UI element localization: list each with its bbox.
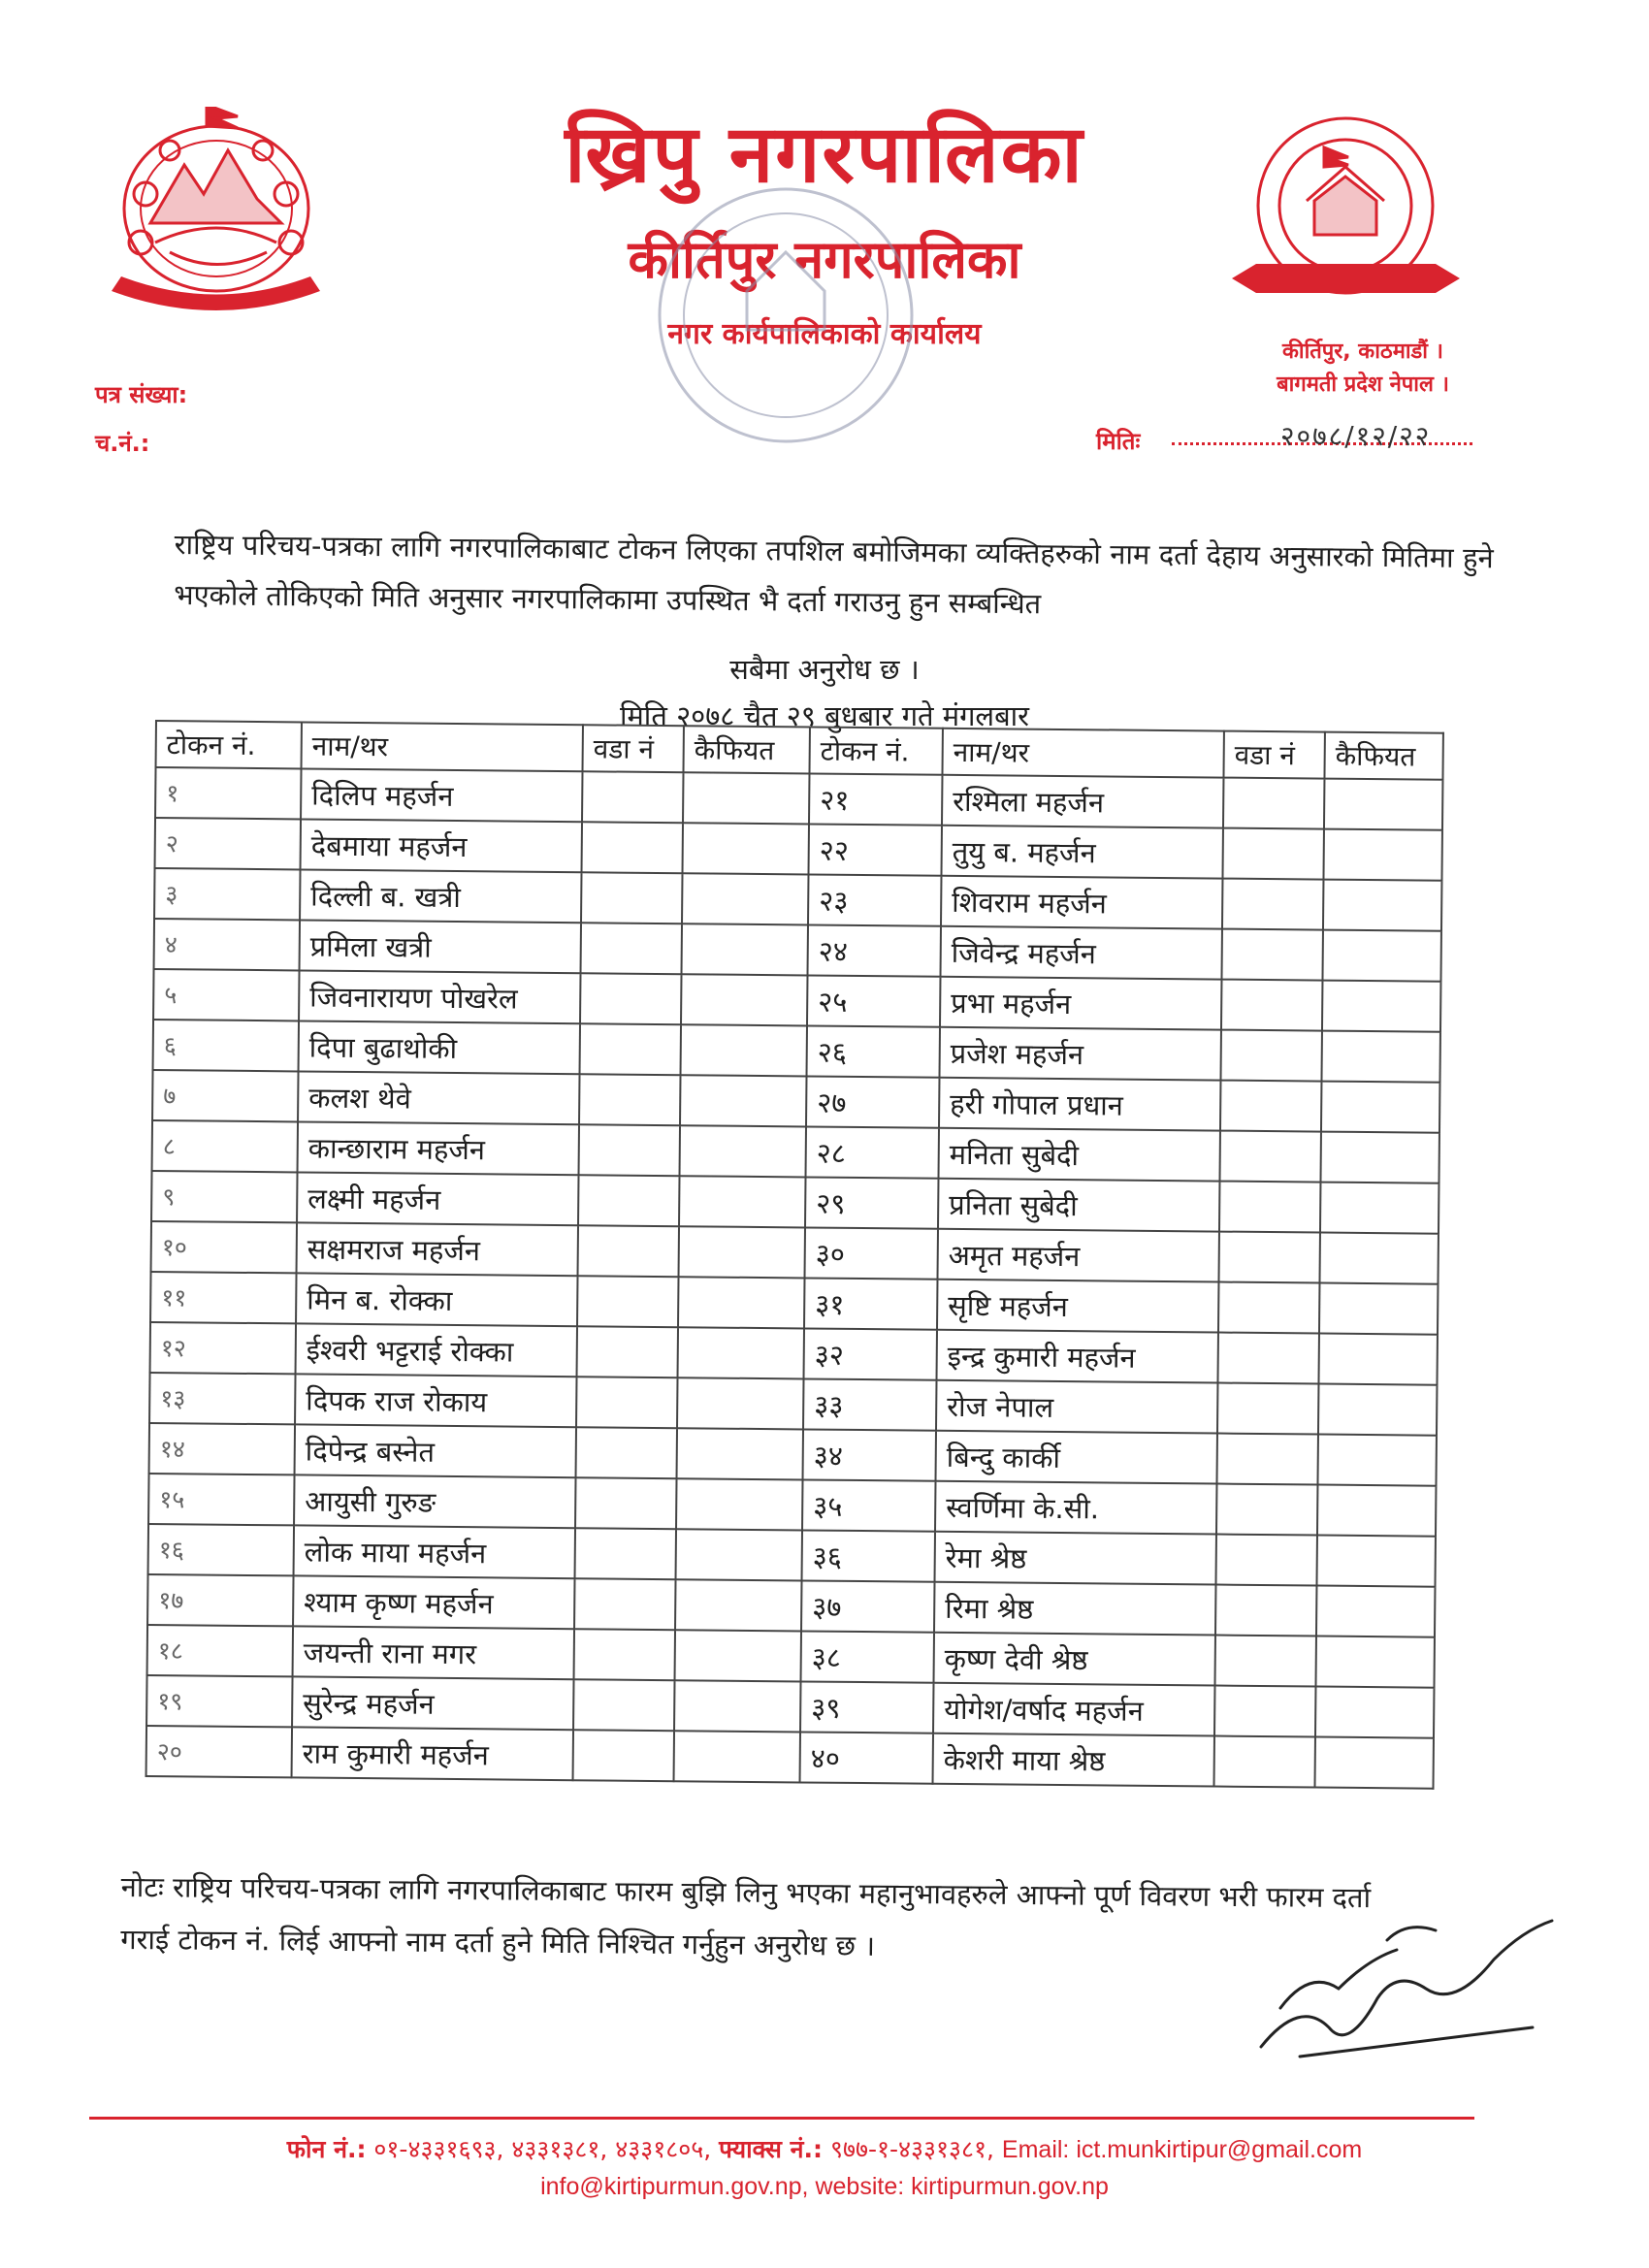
name-cell: कलश थेवे	[298, 1071, 579, 1124]
name-cell-2: स्वर्णिमा के.सी.	[935, 1481, 1216, 1535]
remarks-cell-2	[1316, 1586, 1435, 1637]
token-no-cell-2: ३९	[800, 1681, 933, 1733]
handwritten-signature	[1242, 1882, 1562, 2076]
name-cell: दिल्ली ब. खत्री	[300, 869, 581, 923]
token-no-cell-2: ३४	[803, 1429, 936, 1480]
token-table	[146, 720, 1444, 1790]
name-cell: मिन ब. रोक्का	[296, 1273, 577, 1326]
dispatch-number-label: च.नं.:	[95, 430, 150, 457]
ward-cell	[577, 1326, 678, 1377]
remarks-cell	[682, 873, 808, 924]
fax-value: ९७७-१-४३३१३८१,	[829, 2135, 994, 2163]
token-no-cell-2: ३१	[804, 1278, 937, 1329]
token-no-cell-2: २७	[806, 1076, 939, 1127]
address-line-2: बागमती प्रदेश नेपाल ।	[1277, 373, 1449, 397]
remarks-cell-2	[1324, 779, 1442, 830]
office-stamp-icon	[640, 175, 931, 456]
name-cell: श्याम कृष्ण महर्जन	[293, 1575, 574, 1629]
note-paragraph: नोटः राष्ट्रिय परिचय-पत्रका लागि नगरपालिकाबाट फारम बुझि लिनु भएका महानुभावहरुले आफ्नो पूर्ण विवरण भरी फारम दर्ता गराई टोकन नं. लिई आफ्नो नाम दर्ता हुने मिति निश्चित गर्नुहुन अनुरोध छ ।	[120, 1869, 1372, 1962]
remarks-cell	[681, 974, 807, 1025]
ward-cell	[581, 872, 682, 923]
name-cell: जिवनारायण पोखरेल	[299, 970, 580, 1023]
name-cell-2: शिवराम महर्जन	[941, 876, 1222, 929]
name-cell: दिलिप महर्जन	[301, 768, 582, 822]
municipality-title: कीर्तिपुर नगरपालिका	[628, 229, 1021, 290]
remarks-cell	[683, 823, 809, 874]
remarks-cell	[676, 1478, 802, 1530]
ward-cell-2	[1218, 1282, 1319, 1334]
token-no-cell-2: २८	[806, 1126, 939, 1178]
name-cell: दिपा बुढाथोकी	[299, 1021, 580, 1074]
token-no-cell: २	[155, 818, 301, 869]
token-no-cell: १०	[151, 1221, 297, 1273]
token-no-cell: २०	[146, 1726, 292, 1777]
ward-cell	[579, 1124, 680, 1176]
remarks-cell	[677, 1377, 803, 1429]
remarks-cell-2	[1314, 1737, 1433, 1789]
token-no-cell-2: २५	[807, 975, 940, 1026]
name-cell-2: रेमा श्रेष्ठ	[935, 1532, 1216, 1585]
token-no-cell-2: ३३	[803, 1378, 936, 1430]
header-token-no: टोकन नं.	[156, 721, 302, 768]
token-no-cell: १९	[146, 1675, 292, 1727]
ward-cell	[577, 1276, 678, 1327]
name-cell: लक्ष्मी महर्जन	[297, 1172, 578, 1225]
token-no-cell: १	[155, 767, 301, 819]
ward-cell-2	[1222, 879, 1323, 930]
office-name: नगर कार्यपालिकाको कार्यालय	[667, 317, 982, 351]
ward-cell	[578, 1225, 679, 1277]
ward-cell-2	[1220, 1030, 1321, 1082]
ward-cell-2	[1217, 1333, 1318, 1384]
ward-cell	[574, 1578, 675, 1630]
header-ward-2: वडा नं	[1223, 731, 1324, 779]
remarks-cell-2	[1318, 1384, 1437, 1436]
header-remarks: कैफियत	[684, 726, 810, 773]
remarks-cell	[675, 1630, 801, 1681]
remarks-cell	[674, 1731, 800, 1782]
phone-label: फोन नं.:	[286, 2135, 367, 2163]
name-cell: देबमाया महर्जन	[301, 819, 582, 872]
token-no-cell-2: ३०	[805, 1227, 938, 1279]
remarks-cell	[677, 1428, 803, 1479]
email-text: Email: ict.munkirtipur@gmail.com	[1001, 2136, 1363, 2163]
ward-cell-2	[1221, 929, 1322, 981]
name-cell: राम कुमारी महर्जन	[292, 1727, 573, 1780]
remarks-cell-2	[1317, 1485, 1436, 1537]
token-no-cell: ६	[153, 1020, 299, 1071]
name-cell-2: तुयु ब. महर्जन	[941, 826, 1222, 879]
remarks-cell-2	[1319, 1233, 1438, 1284]
name-cell: जयन्ती राना मगर	[293, 1626, 574, 1679]
ward-cell	[575, 1528, 676, 1579]
token-no-cell-2: ३५	[802, 1479, 935, 1531]
body-paragraph-end: सबैमा अनुरोध छ ।	[729, 653, 920, 686]
ward-cell	[579, 1074, 680, 1125]
ward-cell	[573, 1730, 674, 1781]
token-no-cell: १२	[150, 1322, 296, 1374]
body-paragraph: राष्ट्रिय परिचय-पत्रका लागि नगरपालिकाबाट टोकन लिएका तपशिल बमोजिमका व्यक्तिहरुको नाम दर्ता देहाय अनुसारको मितिमा हुने भएकोले तोकिएको मिति अनुसार नगरपालिकामा उपस्थित भै दर्ता गराउनु हुन सम्बन्धित	[174, 527, 1494, 621]
name-cell-2: रश्मिला महर्जन	[942, 775, 1223, 828]
token-no-cell: १६	[148, 1524, 294, 1575]
token-no-cell-2: ३६	[802, 1530, 935, 1581]
municipality-title-newari: ख्रिपु नगरपालिका	[565, 108, 1084, 201]
name-cell-2: प्रनिता सुबेदी	[938, 1179, 1219, 1232]
ward-cell	[575, 1477, 676, 1529]
name-cell-2: हरी गोपाल प्रधान	[939, 1078, 1220, 1131]
remarks-cell-2	[1319, 1283, 1438, 1335]
remarks-cell	[675, 1579, 801, 1631]
name-cell-2: प्रजेश महर्जन	[939, 1027, 1220, 1081]
remarks-cell	[680, 1075, 806, 1126]
remarks-cell-2	[1323, 880, 1441, 931]
name-cell: सुरेन्द्र महर्जन	[292, 1676, 573, 1730]
ward-cell-2	[1222, 828, 1323, 880]
ward-cell-2	[1213, 1736, 1314, 1788]
name-cell: लोक माया महर्जन	[294, 1525, 575, 1578]
remarks-cell-2	[1320, 1132, 1439, 1183]
ward-cell	[578, 1175, 679, 1226]
remarks-cell	[678, 1277, 804, 1328]
token-no-cell: ८	[152, 1120, 298, 1172]
token-no-cell-2: २१	[809, 773, 942, 825]
ward-cell-2	[1215, 1585, 1316, 1636]
footer-contact-line	[0, 2132, 1649, 2165]
ward-cell-2	[1216, 1484, 1317, 1536]
name-cell: दिपेन्द्र बस्नेत	[295, 1424, 576, 1477]
remarks-cell	[680, 1125, 806, 1177]
ward-cell-2	[1219, 1131, 1320, 1183]
header-name: नाम/थर	[302, 722, 583, 771]
ward-cell	[581, 923, 682, 974]
ward-cell	[576, 1377, 677, 1428]
remarks-cell	[679, 1226, 805, 1278]
table-body	[146, 767, 1443, 1789]
ward-cell	[573, 1679, 674, 1731]
remarks-cell	[682, 923, 808, 975]
remarks-cell	[679, 1176, 805, 1227]
token-no-cell-2: ४०	[800, 1732, 933, 1783]
token-no-cell: ३	[154, 868, 300, 920]
footer-web-line: info@kirtipurmun.gov.np, website: kirtipurmun.gov.np	[540, 2173, 1109, 2200]
remarks-cell	[678, 1327, 804, 1378]
name-cell: दिपक राज रोकाय	[295, 1374, 576, 1427]
name-cell: प्रमिला खत्री	[300, 920, 581, 973]
remarks-cell	[674, 1680, 800, 1732]
date-value: २०७८/१२/२२	[1280, 420, 1432, 452]
header-name-2: नाम/थर	[942, 729, 1223, 778]
token-no-cell: १८	[147, 1625, 293, 1676]
remarks-cell-2	[1320, 1183, 1439, 1234]
remarks-cell	[676, 1529, 802, 1580]
name-cell-2: मनिता सुबेदी	[938, 1128, 1219, 1182]
name-cell: सक्षमराज महर्जन	[297, 1222, 578, 1276]
ward-cell-2	[1216, 1434, 1317, 1485]
ward-cell-2	[1223, 778, 1324, 829]
remarks-cell-2	[1317, 1435, 1436, 1486]
ward-cell-2	[1219, 1182, 1320, 1233]
token-no-cell-2: ३८	[801, 1631, 934, 1682]
token-no-cell-2: ३७	[801, 1580, 934, 1632]
ward-cell-2	[1217, 1383, 1318, 1435]
name-cell-2: इन्द्र कुमारी महर्जन	[937, 1330, 1218, 1383]
name-cell-2: रोज नेपाल	[936, 1380, 1217, 1434]
token-no-cell-2: २२	[809, 824, 942, 875]
name-cell-2: कृष्ण देवी श्रेष्ठ	[934, 1633, 1215, 1686]
remarks-cell-2	[1316, 1536, 1435, 1587]
remarks-cell-2	[1315, 1636, 1434, 1688]
remarks-cell-2	[1322, 930, 1440, 982]
name-cell-2: केशरी माया श्रेष्ठ	[933, 1733, 1214, 1787]
token-no-cell: ११	[150, 1272, 296, 1323]
ward-cell-2	[1214, 1686, 1315, 1737]
letter-number-label: पत्र संख्या:	[95, 381, 188, 408]
phone-value: ०१-४३३१६९३, ४३३१३८१, ४३३१८०५,	[373, 2135, 712, 2163]
footer-divider	[89, 2117, 1474, 2120]
address-line-1: कीर्तिपुर, काठमाडौं ।	[1281, 340, 1444, 364]
ward-cell	[580, 973, 681, 1024]
fax-label: फ्याक्स नं.:	[719, 2135, 824, 2163]
name-cell: कान्छाराम महर्जन	[298, 1121, 579, 1175]
token-no-cell: १४	[149, 1423, 295, 1474]
token-no-cell-2: ३२	[804, 1328, 937, 1379]
name-cell: ईश्वरी भट्टराई रोक्का	[296, 1323, 577, 1377]
name-cell-2: रिमा श्रेष्ठ	[934, 1582, 1215, 1636]
header-token-no-2: टोकन नं.	[809, 727, 942, 774]
ward-cell	[582, 822, 683, 873]
date-label: मितिः	[1096, 428, 1141, 455]
token-no-cell-2: २४	[808, 924, 941, 976]
name-cell-2: जिवेन्द्र महर्जन	[940, 926, 1221, 980]
token-table-wrapper	[146, 720, 1444, 1790]
token-no-cell-2: २३	[808, 874, 941, 925]
name-cell: आयुसी गुरुङ	[294, 1474, 575, 1528]
token-no-cell: ७	[152, 1070, 298, 1121]
ward-cell	[580, 1023, 681, 1075]
name-cell-2: बिन्दु कार्की	[936, 1431, 1217, 1484]
registration-date-line: मिति २०७८ चैत २९ बुधबार गते मंगलबार	[619, 699, 1030, 732]
token-no-cell: ५	[153, 969, 299, 1021]
remarks-cell-2	[1321, 1031, 1439, 1083]
token-no-cell-2: २९	[805, 1177, 938, 1228]
name-cell-2: सृष्टि महर्जन	[937, 1280, 1218, 1333]
token-no-cell: १७	[147, 1574, 293, 1626]
remarks-cell	[683, 772, 809, 824]
ward-cell	[582, 771, 683, 823]
ward-cell	[576, 1427, 677, 1478]
name-cell-2: प्रभा महर्जन	[940, 977, 1221, 1030]
token-no-cell: ४	[154, 919, 300, 970]
name-cell-2: अमृत महर्जन	[938, 1229, 1219, 1282]
remarks-cell	[681, 1024, 807, 1076]
remarks-cell-2	[1315, 1687, 1434, 1738]
token-no-cell: ९	[151, 1171, 297, 1222]
remarks-cell-2	[1323, 829, 1441, 881]
ward-cell-2	[1215, 1535, 1316, 1586]
token-no-cell: १३	[149, 1373, 295, 1424]
remarks-cell-2	[1322, 981, 1440, 1032]
ward-cell	[574, 1629, 675, 1680]
ward-cell-2	[1218, 1232, 1319, 1283]
header-remarks-2: कैफियत	[1324, 732, 1442, 780]
token-no-cell: १५	[148, 1474, 294, 1525]
ward-cell-2	[1220, 1081, 1321, 1132]
header-ward: वडा नं	[583, 725, 684, 772]
ward-cell-2	[1221, 980, 1322, 1031]
name-cell-2: योगेश/वर्षाद महर्जन	[933, 1683, 1214, 1736]
remarks-cell-2	[1321, 1082, 1439, 1133]
ward-cell-2	[1214, 1636, 1315, 1687]
remarks-cell-2	[1318, 1334, 1437, 1385]
token-no-cell-2: २६	[807, 1025, 940, 1077]
